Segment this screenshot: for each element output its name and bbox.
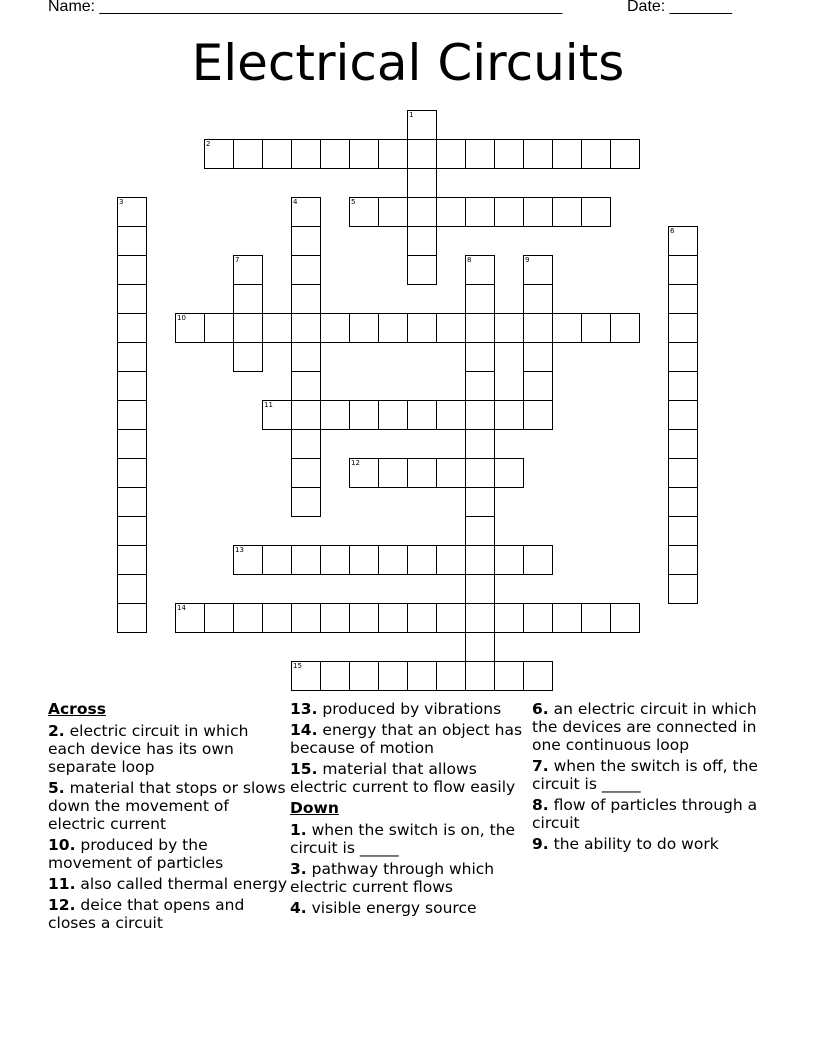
clue-number: 3. xyxy=(290,860,307,878)
grid-cell[interactable] xyxy=(291,371,321,401)
clue-number: 1. xyxy=(290,821,307,839)
down-heading: Down xyxy=(290,799,339,817)
grid-cell[interactable] xyxy=(668,574,698,604)
grid-cell[interactable] xyxy=(552,603,582,633)
grid-cell[interactable] xyxy=(378,400,408,430)
grid-cell[interactable] xyxy=(349,400,379,430)
grid-cell[interactable] xyxy=(523,139,553,169)
grid-cell[interactable] xyxy=(320,661,350,691)
clue-text: visible energy source xyxy=(311,899,477,917)
clue-across-14 xyxy=(290,721,530,757)
grid-cell[interactable] xyxy=(494,400,524,430)
grid-cell[interactable] xyxy=(668,516,698,546)
grid-cell[interactable] xyxy=(117,226,147,256)
grid-cell[interactable] xyxy=(436,603,466,633)
clue-number: 12. xyxy=(48,896,76,914)
clue-across-5 xyxy=(48,779,288,833)
grid-cell[interactable] xyxy=(117,197,147,227)
clue-across-10 xyxy=(48,836,288,872)
grid-cell[interactable] xyxy=(291,284,321,314)
grid-cell[interactable] xyxy=(291,139,321,169)
clue-across-2 xyxy=(48,722,288,776)
grid-cell[interactable] xyxy=(581,603,611,633)
grid-cell[interactable] xyxy=(465,284,495,314)
grid-cell[interactable] xyxy=(175,603,205,633)
grid-cell[interactable] xyxy=(523,661,553,691)
cell-number: 4 xyxy=(293,198,298,206)
cell-number: 7 xyxy=(235,256,240,264)
grid-cell[interactable] xyxy=(233,284,263,314)
grid-cell[interactable] xyxy=(320,313,350,343)
clue-text: pathway through which electric current flows xyxy=(290,860,495,896)
cell-number: 12 xyxy=(351,459,360,467)
grid-cell[interactable] xyxy=(349,545,379,575)
grid-cell[interactable] xyxy=(465,255,495,285)
grid-cell[interactable] xyxy=(117,429,147,459)
grid-cell[interactable] xyxy=(378,197,408,227)
grid-cell[interactable] xyxy=(523,197,553,227)
clue-text: deice that opens and closes a circuit xyxy=(48,896,245,932)
clue-number: 10. xyxy=(48,836,76,854)
grid-cell[interactable] xyxy=(117,400,147,430)
clue-number: 13. xyxy=(290,700,318,718)
clue-number: 11. xyxy=(48,875,76,893)
grid-cell[interactable] xyxy=(465,458,495,488)
clue-down-9 xyxy=(532,835,772,853)
grid-cell[interactable] xyxy=(378,603,408,633)
clue-number: 4. xyxy=(290,899,307,917)
grid-cell[interactable] xyxy=(523,545,553,575)
cell-number: 14 xyxy=(177,604,186,612)
grid-cell[interactable] xyxy=(117,313,147,343)
grid-cell[interactable] xyxy=(494,603,524,633)
grid-cell[interactable] xyxy=(523,603,553,633)
grid-cell[interactable] xyxy=(320,400,350,430)
clue-text: material that stops or slows down the movement of electric current xyxy=(48,779,286,833)
grid-cell[interactable] xyxy=(465,429,495,459)
grid-cell[interactable] xyxy=(291,458,321,488)
clue-across-11 xyxy=(48,875,288,893)
grid-cell[interactable] xyxy=(494,139,524,169)
grid-cell[interactable] xyxy=(378,139,408,169)
grid-cell[interactable] xyxy=(262,400,292,430)
grid-cell[interactable] xyxy=(117,574,147,604)
grid-cell[interactable] xyxy=(291,603,321,633)
clue-across-15 xyxy=(290,760,530,796)
grid-cell[interactable] xyxy=(117,516,147,546)
grid-cell[interactable] xyxy=(117,487,147,517)
grid-cell[interactable] xyxy=(320,603,350,633)
grid-cell[interactable] xyxy=(465,603,495,633)
cell-number: 11 xyxy=(264,401,273,409)
grid-cell[interactable] xyxy=(494,197,524,227)
clue-down-7 xyxy=(532,757,772,793)
clue-down-4 xyxy=(290,899,530,917)
grid-cell[interactable] xyxy=(407,168,437,198)
grid-cell[interactable] xyxy=(436,139,466,169)
clue-text: when the switch is off, the circuit is _____ xyxy=(532,757,758,793)
grid-cell[interactable] xyxy=(117,255,147,285)
grid-cell[interactable] xyxy=(668,487,698,517)
grid-cell[interactable] xyxy=(436,458,466,488)
grid-cell[interactable] xyxy=(581,197,611,227)
grid-cell[interactable] xyxy=(291,197,321,227)
grid-cell[interactable] xyxy=(291,313,321,343)
clue-text: the ability to do work xyxy=(553,835,719,853)
cell-number: 5 xyxy=(351,198,356,206)
clue-down-3 xyxy=(290,860,530,896)
grid-cell[interactable] xyxy=(291,226,321,256)
grid-cell[interactable] xyxy=(291,255,321,285)
grid-cell[interactable] xyxy=(523,255,553,285)
grid-cell[interactable] xyxy=(117,342,147,372)
clue-number: 5. xyxy=(48,779,65,797)
grid-cell[interactable] xyxy=(668,284,698,314)
grid-cell[interactable] xyxy=(291,661,321,691)
clue-down-8 xyxy=(532,796,772,832)
grid-cell[interactable] xyxy=(465,139,495,169)
date-field[interactable]: Date: _______ xyxy=(627,0,732,15)
grid-cell[interactable] xyxy=(436,313,466,343)
grid-cell[interactable] xyxy=(523,400,553,430)
cell-number: 8 xyxy=(467,256,472,264)
cell-number: 13 xyxy=(235,546,244,554)
grid-cell[interactable] xyxy=(407,313,437,343)
grid-cell[interactable] xyxy=(407,110,437,140)
grid-cell[interactable] xyxy=(262,139,292,169)
clue-number: 6. xyxy=(532,700,549,718)
grid-cell[interactable] xyxy=(552,139,582,169)
grid-cell[interactable] xyxy=(378,458,408,488)
grid-cell[interactable] xyxy=(204,139,234,169)
grid-cell[interactable] xyxy=(262,313,292,343)
clue-text: an electric circuit in which the devices are connected in one continuous loop xyxy=(532,700,757,754)
grid-cell[interactable] xyxy=(668,313,698,343)
clues-column-2 xyxy=(290,700,530,920)
clue-number: 8. xyxy=(532,796,549,814)
clue-number: 2. xyxy=(48,722,65,740)
grid-cell[interactable] xyxy=(233,342,263,372)
clue-text: energy that an object has because of motion xyxy=(290,721,523,757)
grid-cell[interactable] xyxy=(204,603,234,633)
grid-cell[interactable] xyxy=(117,458,147,488)
grid-cell[interactable] xyxy=(668,371,698,401)
grid-cell[interactable] xyxy=(407,226,437,256)
grid-cell[interactable] xyxy=(349,458,379,488)
grid-cell[interactable] xyxy=(668,458,698,488)
clue-across-13 xyxy=(290,700,530,718)
grid-cell[interactable] xyxy=(233,255,263,285)
cell-number: 3 xyxy=(119,198,124,206)
grid-cell[interactable] xyxy=(407,603,437,633)
grid-cell[interactable] xyxy=(494,545,524,575)
grid-cell[interactable] xyxy=(262,545,292,575)
grid-cell[interactable] xyxy=(378,661,408,691)
grid-cell[interactable] xyxy=(494,661,524,691)
clue-text: produced by the movement of particles xyxy=(48,836,224,872)
grid-cell[interactable] xyxy=(436,400,466,430)
grid-cell[interactable] xyxy=(117,603,147,633)
grid-cell[interactable] xyxy=(349,197,379,227)
clue-across-12 xyxy=(48,896,288,932)
grid-cell[interactable] xyxy=(291,342,321,372)
name-field[interactable]: Name: ____________________________________________________ xyxy=(48,0,563,15)
grid-cell[interactable] xyxy=(523,342,553,372)
grid-cell[interactable] xyxy=(668,429,698,459)
grid-cell[interactable] xyxy=(668,255,698,285)
grid-cell[interactable] xyxy=(349,603,379,633)
clue-text: electric circuit in which each device has its own separate loop xyxy=(48,722,249,776)
grid-cell[interactable] xyxy=(378,545,408,575)
grid-cell[interactable] xyxy=(407,400,437,430)
grid-cell[interactable] xyxy=(668,342,698,372)
grid-cell[interactable] xyxy=(465,545,495,575)
grid-cell[interactable] xyxy=(465,574,495,604)
grid-cell[interactable] xyxy=(117,545,147,575)
cell-number: 10 xyxy=(177,314,186,322)
grid-cell[interactable] xyxy=(610,139,640,169)
clue-number: 9. xyxy=(532,835,549,853)
grid-cell[interactable] xyxy=(581,139,611,169)
clues-column-3 xyxy=(532,700,772,856)
grid-cell[interactable] xyxy=(233,313,263,343)
grid-cell[interactable] xyxy=(465,661,495,691)
grid-cell[interactable] xyxy=(465,342,495,372)
grid-cell[interactable] xyxy=(233,545,263,575)
grid-cell[interactable] xyxy=(349,661,379,691)
cell-number: 6 xyxy=(670,227,675,235)
clue-number: 7. xyxy=(532,757,549,775)
grid-cell[interactable] xyxy=(494,313,524,343)
grid-cell[interactable] xyxy=(552,313,582,343)
grid-cell[interactable] xyxy=(291,487,321,517)
page-title: Electrical Circuits xyxy=(191,34,625,92)
grid-cell[interactable] xyxy=(407,197,437,227)
cell-number: 1 xyxy=(409,111,414,119)
grid-cell[interactable] xyxy=(436,661,466,691)
grid-cell[interactable] xyxy=(407,458,437,488)
grid-cell[interactable] xyxy=(407,661,437,691)
clue-text: flow of particles through a circuit xyxy=(532,796,758,832)
grid-cell[interactable] xyxy=(320,139,350,169)
grid-cell[interactable] xyxy=(581,313,611,343)
grid-cell[interactable] xyxy=(291,400,321,430)
grid-cell[interactable] xyxy=(465,371,495,401)
grid-cell[interactable] xyxy=(465,313,495,343)
grid-cell[interactable] xyxy=(465,632,495,662)
grid-cell[interactable] xyxy=(436,197,466,227)
grid-cell[interactable] xyxy=(320,545,350,575)
cell-number: 15 xyxy=(293,662,302,670)
across-heading: Across xyxy=(48,700,106,718)
grid-cell[interactable] xyxy=(465,487,495,517)
grid-cell[interactable] xyxy=(262,603,292,633)
clue-number: 14. xyxy=(290,721,318,739)
grid-cell[interactable] xyxy=(291,545,321,575)
clue-text: produced by vibrations xyxy=(322,700,502,718)
grid-cell[interactable] xyxy=(378,313,408,343)
grid-cell[interactable] xyxy=(407,545,437,575)
grid-cell[interactable] xyxy=(668,545,698,575)
clue-text: also called thermal energy xyxy=(80,875,288,893)
grid-cell[interactable] xyxy=(668,226,698,256)
grid-cell[interactable] xyxy=(233,603,263,633)
grid-cell[interactable] xyxy=(465,400,495,430)
grid-cell[interactable] xyxy=(494,458,524,488)
grid-cell[interactable] xyxy=(465,197,495,227)
grid-cell[interactable] xyxy=(117,371,147,401)
grid-cell[interactable] xyxy=(407,255,437,285)
cell-number: 9 xyxy=(525,256,530,264)
grid-cell[interactable] xyxy=(610,313,640,343)
grid-cell[interactable] xyxy=(407,139,437,169)
grid-cell[interactable] xyxy=(233,139,263,169)
grid-cell[interactable] xyxy=(523,284,553,314)
cell-number: 2 xyxy=(206,140,211,148)
grid-cell[interactable] xyxy=(465,516,495,546)
grid-cell[interactable] xyxy=(117,284,147,314)
grid-cell[interactable] xyxy=(436,545,466,575)
grid-cell[interactable] xyxy=(523,313,553,343)
clue-number: 15. xyxy=(290,760,318,778)
grid-cell[interactable] xyxy=(291,429,321,459)
clue-text: when the switch is on, the circuit is _____ xyxy=(290,821,516,857)
clue-down-1 xyxy=(290,821,530,857)
grid-cell[interactable] xyxy=(523,371,553,401)
clues-column-1 xyxy=(48,700,288,935)
grid-cell[interactable] xyxy=(552,197,582,227)
grid-cell[interactable] xyxy=(349,139,379,169)
clue-down-6 xyxy=(532,700,772,754)
grid-cell[interactable] xyxy=(175,313,205,343)
grid-cell[interactable] xyxy=(610,603,640,633)
grid-cell[interactable] xyxy=(668,400,698,430)
grid-cell[interactable] xyxy=(204,313,234,343)
clue-text: material that allows electric current to flow easily xyxy=(290,760,516,796)
grid-cell[interactable] xyxy=(349,313,379,343)
